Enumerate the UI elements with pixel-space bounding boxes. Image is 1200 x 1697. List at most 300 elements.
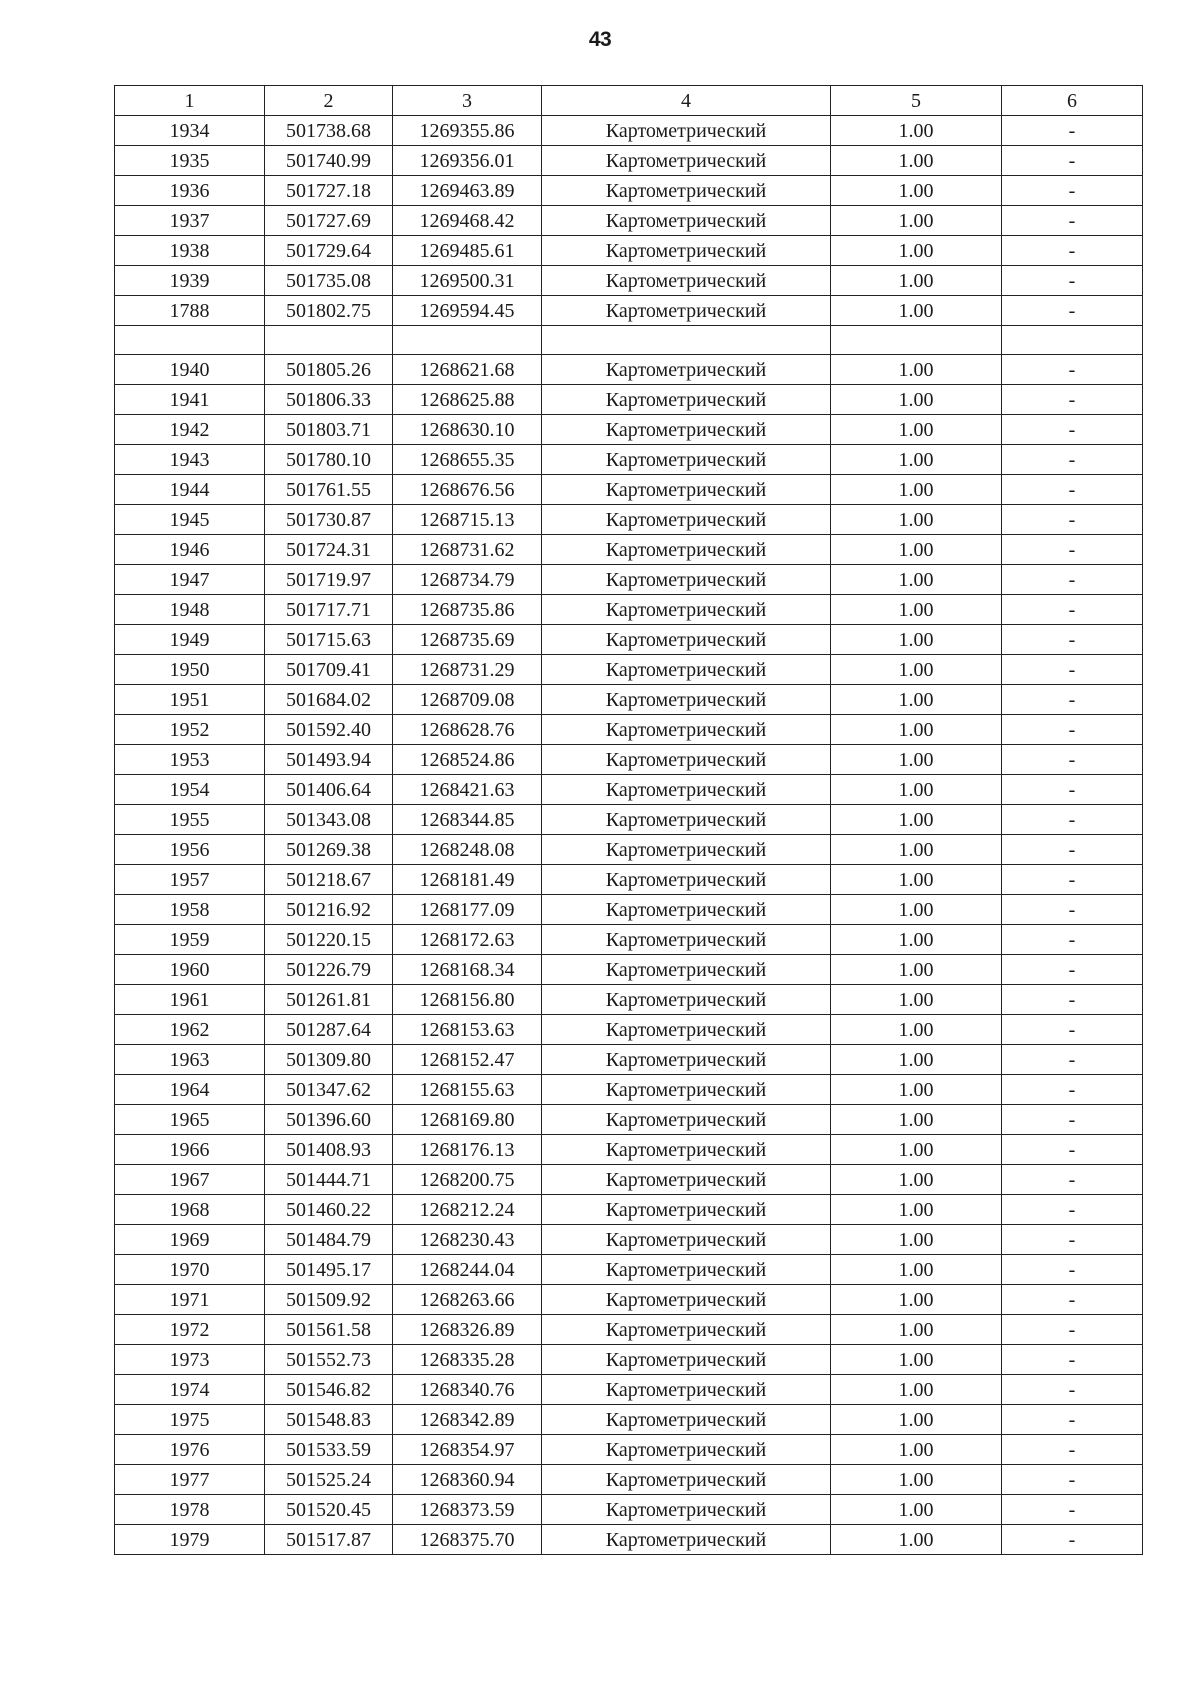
cell-x-coordinate: 501715.63 bbox=[265, 625, 393, 655]
table-row bbox=[115, 326, 1143, 355]
cell-note: - bbox=[1002, 445, 1143, 475]
cell-note: - bbox=[1002, 176, 1143, 206]
cell-point-number: 1941 bbox=[115, 385, 265, 415]
cell-note: - bbox=[1002, 385, 1143, 415]
cell-y-coordinate: 1268326.89 bbox=[393, 1315, 542, 1345]
cell-x-coordinate: 501509.92 bbox=[265, 1285, 393, 1315]
cell-accuracy: 1.00 bbox=[831, 955, 1002, 985]
cell-method: Картометрический bbox=[542, 1075, 831, 1105]
cell-accuracy: 1.00 bbox=[831, 835, 1002, 865]
cell-note: - bbox=[1002, 1135, 1143, 1165]
cell-y-coordinate: 1268731.62 bbox=[393, 535, 542, 565]
cell-point-number: 1961 bbox=[115, 985, 265, 1015]
header-cell-1: 1 bbox=[115, 86, 265, 116]
cell-point-number: 1940 bbox=[115, 355, 265, 385]
coordinates-table bbox=[114, 85, 1143, 1555]
cell-y-coordinate: 1268156.80 bbox=[393, 985, 542, 1015]
cell-x-coordinate: 501444.71 bbox=[265, 1165, 393, 1195]
header-cell-4: 4 bbox=[542, 86, 831, 116]
cell-x-coordinate: 501460.22 bbox=[265, 1195, 393, 1225]
table-row bbox=[115, 1525, 1143, 1555]
cell-y-coordinate: 1268155.63 bbox=[393, 1075, 542, 1105]
cell-method: Картометрический bbox=[542, 1195, 831, 1225]
cell-point-number: 1979 bbox=[115, 1525, 265, 1555]
cell-method: Картометрический bbox=[542, 865, 831, 895]
cell-y-coordinate: 1268200.75 bbox=[393, 1165, 542, 1195]
cell-y-coordinate: 1268735.86 bbox=[393, 595, 542, 625]
cell-point-number: 1937 bbox=[115, 206, 265, 236]
cell-x-coordinate: 501396.60 bbox=[265, 1105, 393, 1135]
cell-method: Картометрический bbox=[542, 1495, 831, 1525]
table-row bbox=[115, 955, 1143, 985]
table-row bbox=[115, 475, 1143, 505]
cell-method: Картометрический bbox=[542, 176, 831, 206]
cell-point-number: 1947 bbox=[115, 565, 265, 595]
cell-accuracy: 1.00 bbox=[831, 535, 1002, 565]
cell-y-coordinate: 1268342.89 bbox=[393, 1405, 542, 1435]
cell-y-coordinate: 1268655.35 bbox=[393, 445, 542, 475]
cell-method: Картометрический bbox=[542, 206, 831, 236]
cell-x-coordinate: 501309.80 bbox=[265, 1045, 393, 1075]
table-header bbox=[115, 86, 1143, 116]
cell-x-coordinate: 501717.71 bbox=[265, 595, 393, 625]
table-row bbox=[115, 1195, 1143, 1225]
cell-y-coordinate: 1269485.61 bbox=[393, 236, 542, 266]
cell-method: Картометрический bbox=[542, 535, 831, 565]
header-cell-5: 5 bbox=[831, 86, 1002, 116]
cell-accuracy: 1.00 bbox=[831, 1255, 1002, 1285]
table-row bbox=[115, 505, 1143, 535]
cell-y-coordinate: 1268625.88 bbox=[393, 385, 542, 415]
cell-point-number: 1952 bbox=[115, 715, 265, 745]
table-row bbox=[115, 1345, 1143, 1375]
cell-y-coordinate: 1269463.89 bbox=[393, 176, 542, 206]
cell-point-number: 1976 bbox=[115, 1435, 265, 1465]
cell-accuracy: 1.00 bbox=[831, 925, 1002, 955]
cell-method: Картометрический bbox=[542, 475, 831, 505]
cell-method: Картометрический bbox=[542, 655, 831, 685]
cell-method: Картометрический bbox=[542, 685, 831, 715]
cell-accuracy: 1.00 bbox=[831, 1075, 1002, 1105]
cell-accuracy: 1.00 bbox=[831, 1465, 1002, 1495]
cell-x-coordinate: 501709.41 bbox=[265, 655, 393, 685]
cell-method: Картометрический bbox=[542, 1525, 831, 1555]
cell-point-number: 1950 bbox=[115, 655, 265, 685]
cell-y-coordinate: 1269355.86 bbox=[393, 116, 542, 146]
cell-note: - bbox=[1002, 685, 1143, 715]
cell-note: - bbox=[1002, 565, 1143, 595]
cell-point-number: 1935 bbox=[115, 146, 265, 176]
cell-note: - bbox=[1002, 1255, 1143, 1285]
cell-point-number: 1971 bbox=[115, 1285, 265, 1315]
cell-method: Картометрический bbox=[542, 1315, 831, 1345]
cell-method: Картометрический bbox=[542, 355, 831, 385]
cell-method: Картометрический bbox=[542, 1375, 831, 1405]
cell-accuracy: 1.00 bbox=[831, 595, 1002, 625]
cell-accuracy: 1.00 bbox=[831, 1495, 1002, 1525]
table-row bbox=[115, 1465, 1143, 1495]
cell-note: - bbox=[1002, 955, 1143, 985]
cell-accuracy: 1.00 bbox=[831, 176, 1002, 206]
cell-note: - bbox=[1002, 745, 1143, 775]
table-row bbox=[115, 565, 1143, 595]
cell-accuracy: 1.00 bbox=[831, 895, 1002, 925]
cell-note: - bbox=[1002, 1285, 1143, 1315]
cell-x-coordinate: 501729.64 bbox=[265, 236, 393, 266]
cell-accuracy: 1.00 bbox=[831, 865, 1002, 895]
cell-method: Картометрический bbox=[542, 805, 831, 835]
cell-note: - bbox=[1002, 655, 1143, 685]
cell-note bbox=[1002, 326, 1143, 355]
cell-note: - bbox=[1002, 236, 1143, 266]
cell-note: - bbox=[1002, 1195, 1143, 1225]
cell-accuracy: 1.00 bbox=[831, 296, 1002, 326]
cell-x-coordinate: 501408.93 bbox=[265, 1135, 393, 1165]
cell-note: - bbox=[1002, 475, 1143, 505]
cell-method: Картометрический bbox=[542, 1405, 831, 1435]
cell-y-coordinate: 1268731.29 bbox=[393, 655, 542, 685]
page-number: 43 bbox=[588, 28, 612, 51]
cell-note: - bbox=[1002, 1075, 1143, 1105]
cell-accuracy: 1.00 bbox=[831, 655, 1002, 685]
cell-y-coordinate: 1268169.80 bbox=[393, 1105, 542, 1135]
cell-x-coordinate: 501730.87 bbox=[265, 505, 393, 535]
cell-note: - bbox=[1002, 715, 1143, 745]
cell-note: - bbox=[1002, 1465, 1143, 1495]
cell-note: - bbox=[1002, 1405, 1143, 1435]
cell-accuracy: 1.00 bbox=[831, 415, 1002, 445]
table-row bbox=[115, 266, 1143, 296]
cell-point-number: 1944 bbox=[115, 475, 265, 505]
cell-point-number: 1962 bbox=[115, 1015, 265, 1045]
table-row bbox=[115, 805, 1143, 835]
cell-y-coordinate: 1268168.34 bbox=[393, 955, 542, 985]
cell-y-coordinate: 1268212.24 bbox=[393, 1195, 542, 1225]
cell-point-number: 1955 bbox=[115, 805, 265, 835]
cell-method: Картометрический bbox=[542, 445, 831, 475]
cell-point-number: 1973 bbox=[115, 1345, 265, 1375]
cell-accuracy: 1.00 bbox=[831, 1165, 1002, 1195]
header-cell-6: 6 bbox=[1002, 86, 1143, 116]
cell-x-coordinate: 501548.83 bbox=[265, 1405, 393, 1435]
cell-accuracy bbox=[831, 326, 1002, 355]
cell-method: Картометрический bbox=[542, 1435, 831, 1465]
cell-note: - bbox=[1002, 505, 1143, 535]
cell-method: Картометрический bbox=[542, 236, 831, 266]
cell-method: Картометрический bbox=[542, 1465, 831, 1495]
cell-accuracy: 1.00 bbox=[831, 745, 1002, 775]
header-row bbox=[115, 86, 1143, 116]
cell-x-coordinate: 501592.40 bbox=[265, 715, 393, 745]
cell-note: - bbox=[1002, 925, 1143, 955]
cell-note: - bbox=[1002, 535, 1143, 565]
table-row bbox=[115, 1225, 1143, 1255]
cell-note: - bbox=[1002, 296, 1143, 326]
cell-point-number: 1956 bbox=[115, 835, 265, 865]
cell-accuracy: 1.00 bbox=[831, 1525, 1002, 1555]
cell-method: Картометрический bbox=[542, 505, 831, 535]
cell-x-coordinate: 501761.55 bbox=[265, 475, 393, 505]
cell-note: - bbox=[1002, 895, 1143, 925]
cell-y-coordinate: 1268734.79 bbox=[393, 565, 542, 595]
table-row bbox=[115, 1105, 1143, 1135]
table-row bbox=[115, 1495, 1143, 1525]
cell-x-coordinate: 501220.15 bbox=[265, 925, 393, 955]
cell-method: Картометрический bbox=[542, 1045, 831, 1075]
cell-accuracy: 1.00 bbox=[831, 1345, 1002, 1375]
cell-accuracy: 1.00 bbox=[831, 206, 1002, 236]
cell-note: - bbox=[1002, 595, 1143, 625]
cell-point-number: 1946 bbox=[115, 535, 265, 565]
cell-note: - bbox=[1002, 116, 1143, 146]
cell-method: Картометрический bbox=[542, 116, 831, 146]
table-row bbox=[115, 835, 1143, 865]
cell-note: - bbox=[1002, 865, 1143, 895]
cell-method: Картометрический bbox=[542, 985, 831, 1015]
cell-x-coordinate: 501261.81 bbox=[265, 985, 393, 1015]
cell-x-coordinate: 501727.69 bbox=[265, 206, 393, 236]
cell-point-number: 1945 bbox=[115, 505, 265, 535]
cell-point-number: 1964 bbox=[115, 1075, 265, 1105]
cell-note: - bbox=[1002, 835, 1143, 865]
cell-method: Картометрический bbox=[542, 1285, 831, 1315]
cell-y-coordinate: 1268340.76 bbox=[393, 1375, 542, 1405]
cell-point-number: 1968 bbox=[115, 1195, 265, 1225]
cell-x-coordinate: 501517.87 bbox=[265, 1525, 393, 1555]
cell-x-coordinate: 501343.08 bbox=[265, 805, 393, 835]
cell-x-coordinate: 501533.59 bbox=[265, 1435, 393, 1465]
cell-accuracy: 1.00 bbox=[831, 1405, 1002, 1435]
cell-y-coordinate: 1268153.63 bbox=[393, 1015, 542, 1045]
cell-point-number: 1972 bbox=[115, 1315, 265, 1345]
cell-point-number: 1975 bbox=[115, 1405, 265, 1435]
cell-y-coordinate: 1268248.08 bbox=[393, 835, 542, 865]
cell-y-coordinate: 1268676.56 bbox=[393, 475, 542, 505]
table-row bbox=[115, 865, 1143, 895]
table-row bbox=[115, 1315, 1143, 1345]
cell-point-number: 1974 bbox=[115, 1375, 265, 1405]
cell-point-number: 1942 bbox=[115, 415, 265, 445]
cell-y-coordinate: 1268172.63 bbox=[393, 925, 542, 955]
cell-point-number: 1960 bbox=[115, 955, 265, 985]
cell-method: Картометрический bbox=[542, 296, 831, 326]
table-body bbox=[115, 116, 1143, 1555]
table-row bbox=[115, 385, 1143, 415]
cell-method: Картометрический bbox=[542, 1225, 831, 1255]
cell-method: Картометрический bbox=[542, 565, 831, 595]
cell-accuracy: 1.00 bbox=[831, 1045, 1002, 1075]
table-row bbox=[115, 895, 1143, 925]
cell-point-number: 1967 bbox=[115, 1165, 265, 1195]
cell-accuracy: 1.00 bbox=[831, 805, 1002, 835]
cell-accuracy: 1.00 bbox=[831, 1285, 1002, 1315]
cell-point-number: 1957 bbox=[115, 865, 265, 895]
table-row bbox=[115, 206, 1143, 236]
table-row bbox=[115, 715, 1143, 745]
cell-method: Картометрический bbox=[542, 925, 831, 955]
cell-point-number: 1959 bbox=[115, 925, 265, 955]
cell-note: - bbox=[1002, 1105, 1143, 1135]
cell-y-coordinate: 1268335.28 bbox=[393, 1345, 542, 1375]
cell-x-coordinate: 501719.97 bbox=[265, 565, 393, 595]
cell-method: Картометрический bbox=[542, 146, 831, 176]
cell-note: - bbox=[1002, 1375, 1143, 1405]
cell-x-coordinate: 501216.92 bbox=[265, 895, 393, 925]
cell-accuracy: 1.00 bbox=[831, 116, 1002, 146]
table-row bbox=[115, 625, 1143, 655]
cell-y-coordinate: 1268177.09 bbox=[393, 895, 542, 925]
cell-method: Картометрический bbox=[542, 1105, 831, 1135]
cell-y-coordinate: 1268375.70 bbox=[393, 1525, 542, 1555]
cell-y-coordinate: 1268735.69 bbox=[393, 625, 542, 655]
table-row bbox=[115, 685, 1143, 715]
cell-accuracy: 1.00 bbox=[831, 385, 1002, 415]
cell-y-coordinate: 1268709.08 bbox=[393, 685, 542, 715]
table-row bbox=[115, 1285, 1143, 1315]
table-row bbox=[115, 296, 1143, 326]
table-row bbox=[115, 415, 1143, 445]
cell-x-coordinate: 501520.45 bbox=[265, 1495, 393, 1525]
cell-point-number: 1969 bbox=[115, 1225, 265, 1255]
cell-note: - bbox=[1002, 1435, 1143, 1465]
cell-point-number: 1939 bbox=[115, 266, 265, 296]
cell-x-coordinate: 501727.18 bbox=[265, 176, 393, 206]
cell-point-number bbox=[115, 326, 265, 355]
cell-point-number: 1938 bbox=[115, 236, 265, 266]
cell-y-coordinate: 1268152.47 bbox=[393, 1045, 542, 1075]
table-row bbox=[115, 176, 1143, 206]
cell-x-coordinate: 501724.31 bbox=[265, 535, 393, 565]
cell-note: - bbox=[1002, 355, 1143, 385]
table-row bbox=[115, 1435, 1143, 1465]
table-row bbox=[115, 1375, 1143, 1405]
table-row bbox=[115, 595, 1143, 625]
cell-method: Картометрический bbox=[542, 1015, 831, 1045]
table-row bbox=[115, 1255, 1143, 1285]
cell-y-coordinate: 1269468.42 bbox=[393, 206, 542, 236]
cell-method: Картометрический bbox=[542, 1135, 831, 1165]
cell-point-number: 1970 bbox=[115, 1255, 265, 1285]
cell-note: - bbox=[1002, 1165, 1143, 1195]
table-row bbox=[115, 1165, 1143, 1195]
cell-accuracy: 1.00 bbox=[831, 475, 1002, 505]
cell-method: Картометрический bbox=[542, 895, 831, 925]
cell-point-number: 1951 bbox=[115, 685, 265, 715]
table-row bbox=[115, 985, 1143, 1015]
cell-x-coordinate: 501226.79 bbox=[265, 955, 393, 985]
table-row bbox=[115, 535, 1143, 565]
cell-x-coordinate: 501218.67 bbox=[265, 865, 393, 895]
cell-point-number: 1948 bbox=[115, 595, 265, 625]
cell-x-coordinate bbox=[265, 326, 393, 355]
cell-accuracy: 1.00 bbox=[831, 715, 1002, 745]
table-row bbox=[115, 655, 1143, 685]
cell-accuracy: 1.00 bbox=[831, 1225, 1002, 1255]
cell-x-coordinate: 501738.68 bbox=[265, 116, 393, 146]
cell-note: - bbox=[1002, 1495, 1143, 1525]
cell-point-number: 1953 bbox=[115, 745, 265, 775]
cell-method: Картометрический bbox=[542, 955, 831, 985]
cell-note: - bbox=[1002, 1315, 1143, 1345]
cell-x-coordinate: 501484.79 bbox=[265, 1225, 393, 1255]
cell-accuracy: 1.00 bbox=[831, 445, 1002, 475]
header-cell-2: 2 bbox=[265, 86, 393, 116]
cell-x-coordinate: 501735.08 bbox=[265, 266, 393, 296]
table-row bbox=[115, 146, 1143, 176]
cell-method bbox=[542, 326, 831, 355]
cell-accuracy: 1.00 bbox=[831, 1105, 1002, 1135]
cell-note: - bbox=[1002, 625, 1143, 655]
cell-point-number: 1966 bbox=[115, 1135, 265, 1165]
cell-note: - bbox=[1002, 775, 1143, 805]
cell-point-number: 1788 bbox=[115, 296, 265, 326]
cell-accuracy: 1.00 bbox=[831, 775, 1002, 805]
cell-y-coordinate: 1268263.66 bbox=[393, 1285, 542, 1315]
cell-method: Картометрический bbox=[542, 835, 831, 865]
cell-y-coordinate: 1268230.43 bbox=[393, 1225, 542, 1255]
cell-note: - bbox=[1002, 266, 1143, 296]
cell-x-coordinate: 501803.71 bbox=[265, 415, 393, 445]
cell-point-number: 1958 bbox=[115, 895, 265, 925]
cell-x-coordinate: 501525.24 bbox=[265, 1465, 393, 1495]
cell-method: Картометрический bbox=[542, 1345, 831, 1375]
cell-accuracy: 1.00 bbox=[831, 266, 1002, 296]
cell-x-coordinate: 501493.94 bbox=[265, 745, 393, 775]
cell-accuracy: 1.00 bbox=[831, 1015, 1002, 1045]
cell-x-coordinate: 501561.58 bbox=[265, 1315, 393, 1345]
cell-note: - bbox=[1002, 1225, 1143, 1255]
cell-method: Картометрический bbox=[542, 385, 831, 415]
cell-note: - bbox=[1002, 206, 1143, 236]
cell-note: - bbox=[1002, 985, 1143, 1015]
cell-point-number: 1963 bbox=[115, 1045, 265, 1075]
cell-note: - bbox=[1002, 1345, 1143, 1375]
cell-accuracy: 1.00 bbox=[831, 565, 1002, 595]
table-row bbox=[115, 445, 1143, 475]
cell-accuracy: 1.00 bbox=[831, 1195, 1002, 1225]
cell-y-coordinate: 1268360.94 bbox=[393, 1465, 542, 1495]
cell-x-coordinate: 501802.75 bbox=[265, 296, 393, 326]
cell-point-number: 1978 bbox=[115, 1495, 265, 1525]
cell-accuracy: 1.00 bbox=[831, 1315, 1002, 1345]
cell-y-coordinate: 1268628.76 bbox=[393, 715, 542, 745]
cell-method: Картометрический bbox=[542, 1165, 831, 1195]
cell-method: Картометрический bbox=[542, 415, 831, 445]
cell-point-number: 1943 bbox=[115, 445, 265, 475]
cell-y-coordinate: 1268524.86 bbox=[393, 745, 542, 775]
cell-accuracy: 1.00 bbox=[831, 1135, 1002, 1165]
cell-x-coordinate: 501780.10 bbox=[265, 445, 393, 475]
cell-y-coordinate: 1268354.97 bbox=[393, 1435, 542, 1465]
cell-y-coordinate: 1269594.45 bbox=[393, 296, 542, 326]
cell-accuracy: 1.00 bbox=[831, 355, 1002, 385]
cell-x-coordinate: 501552.73 bbox=[265, 1345, 393, 1375]
header-cell-3: 3 bbox=[393, 86, 542, 116]
cell-y-coordinate: 1268181.49 bbox=[393, 865, 542, 895]
cell-x-coordinate: 501546.82 bbox=[265, 1375, 393, 1405]
cell-y-coordinate: 1268244.04 bbox=[393, 1255, 542, 1285]
cell-accuracy: 1.00 bbox=[831, 625, 1002, 655]
cell-y-coordinate: 1268373.59 bbox=[393, 1495, 542, 1525]
table-row bbox=[115, 1135, 1143, 1165]
table-row bbox=[115, 745, 1143, 775]
table-row bbox=[115, 775, 1143, 805]
cell-y-coordinate: 1268421.63 bbox=[393, 775, 542, 805]
cell-y-coordinate: 1269356.01 bbox=[393, 146, 542, 176]
cell-accuracy: 1.00 bbox=[831, 685, 1002, 715]
cell-y-coordinate: 1268715.13 bbox=[393, 505, 542, 535]
cell-x-coordinate: 501684.02 bbox=[265, 685, 393, 715]
